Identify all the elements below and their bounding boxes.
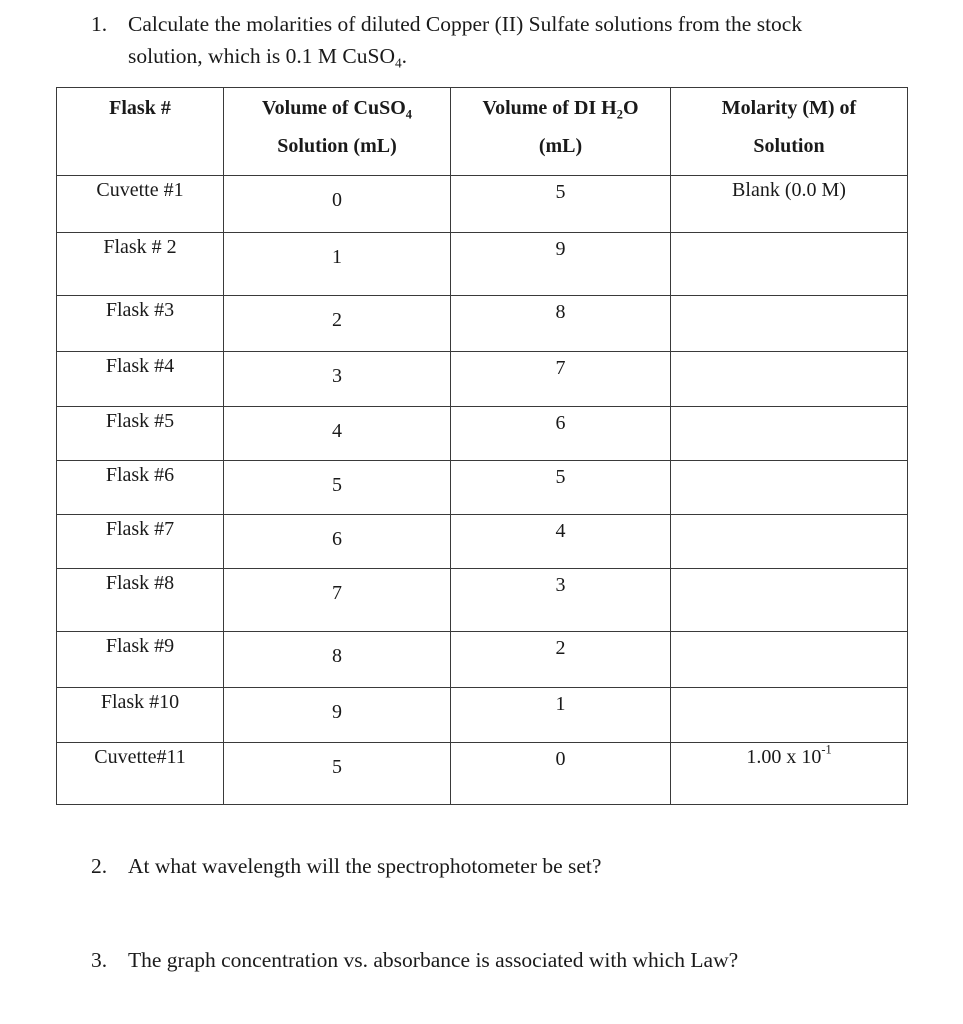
- table-row: [57, 569, 908, 632]
- question-1-number: 1.: [91, 12, 108, 36]
- row-label: Flask #10: [57, 688, 224, 743]
- cuso4-volume: 2: [224, 296, 451, 352]
- table-row: [57, 233, 908, 296]
- table-row: [57, 352, 908, 407]
- cuso4-volume: 6: [224, 515, 451, 569]
- question-3: [91, 944, 951, 976]
- row-label: Flask #9: [57, 632, 224, 688]
- row-label: Flask #7: [57, 515, 224, 569]
- molarity-cell: [671, 569, 908, 632]
- molarity-cell: [671, 233, 908, 296]
- table-row: [57, 515, 908, 569]
- molarity-cell: [671, 461, 908, 515]
- question-3-number: 3.: [91, 948, 108, 972]
- molarity-cell: [671, 632, 908, 688]
- cuso4-volume: 5: [224, 461, 451, 515]
- question-1-line-2: solution, which is 0.1 M CuSO$_4$.: [128, 44, 408, 71]
- table-header-row: [57, 88, 908, 176]
- question-1: [91, 8, 951, 72]
- cuso4-volume: 4: [224, 407, 451, 461]
- water-volume: 7: [451, 352, 671, 407]
- cuso4-volume: 7: [224, 569, 451, 632]
- table-row: [57, 296, 908, 352]
- table-row: [57, 176, 908, 233]
- row-label: Flask # 2: [57, 233, 224, 296]
- water-volume: 4: [451, 515, 671, 569]
- row-label: Flask #6: [57, 461, 224, 515]
- water-volume: 8: [451, 296, 671, 352]
- cuso4-volume: 3: [224, 352, 451, 407]
- water-volume: 9: [451, 233, 671, 296]
- row-label: Flask #5: [57, 407, 224, 461]
- header-flask: Flask #: [57, 88, 224, 176]
- row-label: Flask #4: [57, 352, 224, 407]
- molarity-cell: [671, 296, 908, 352]
- cuso4-volume: 1: [224, 233, 451, 296]
- row-label: Cuvette #1: [57, 176, 224, 233]
- table-row: [57, 461, 908, 515]
- water-volume: 3: [451, 569, 671, 632]
- cuso4-volume: 5: [224, 743, 451, 805]
- cuso4-volume: 8: [224, 632, 451, 688]
- question-2-number: 2.: [91, 854, 108, 878]
- table-row: [57, 743, 908, 805]
- question-3-text: The graph concentration vs. absorbance is associated with which Law?: [128, 948, 739, 972]
- question-2-text: At what wavelength will the spectrophotometer be set?: [128, 854, 602, 878]
- header-volume-water: Volume of DI $H_2O$ (mL): [451, 88, 671, 176]
- table-row: [57, 407, 908, 461]
- water-volume: 0: [451, 743, 671, 805]
- header-volume-cuso4: Volume of CuSO$_4$ Solution (mL): [224, 88, 451, 176]
- molarity-cell: [671, 688, 908, 743]
- question-1-line-1: Calculate the molarities of diluted Copper (II) Sulfate solutions from the stock: [128, 12, 803, 36]
- molarity-cell: [671, 407, 908, 461]
- cuso4-volume: 9: [224, 688, 451, 743]
- molarity-cell: [671, 352, 908, 407]
- header-molarity: Molarity (M) of Solution: [671, 88, 908, 176]
- row-label: Flask #3: [57, 296, 224, 352]
- question-2: [91, 850, 951, 882]
- water-volume: 1: [451, 688, 671, 743]
- water-volume: 5: [451, 176, 671, 233]
- molarity-cell: Blank (0.0 M): [671, 176, 908, 233]
- row-label: Flask #8: [57, 569, 224, 632]
- water-volume: 2: [451, 632, 671, 688]
- molarity-cell: [671, 515, 908, 569]
- table-row: [57, 632, 908, 688]
- water-volume: 5: [451, 461, 671, 515]
- row-label: Cuvette#11: [57, 743, 224, 805]
- molarity-cell: 1.00 x $10^{-1}$: [671, 743, 908, 805]
- cuso4-volume: 0: [224, 176, 451, 233]
- table-row: [57, 688, 908, 743]
- dilution-table: [56, 87, 908, 805]
- water-volume: 6: [451, 407, 671, 461]
